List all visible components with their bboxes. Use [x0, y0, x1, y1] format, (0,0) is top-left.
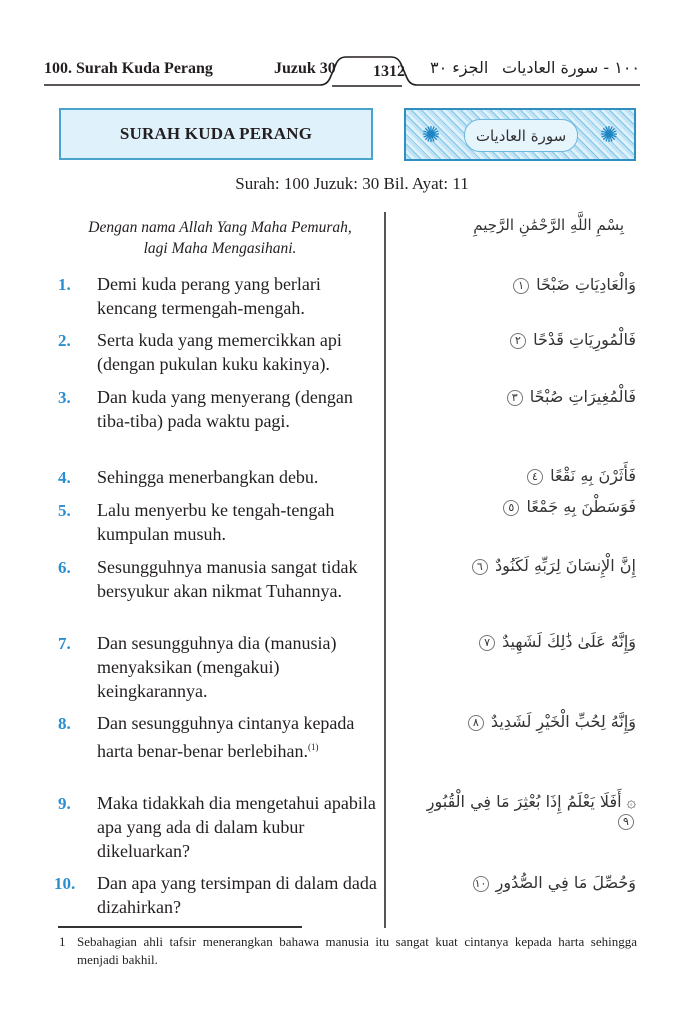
ayah-end-mark: ٦: [472, 559, 488, 575]
ayah-end-mark: ١٠: [473, 876, 489, 892]
header-juz-arabic: الجزء ٣٠: [430, 58, 489, 77]
verse-translation: Demi kuda perang yang berlari kencang termengah-mengah.: [97, 274, 321, 318]
ayah-end-mark: ٨: [468, 715, 484, 731]
ayah-end-mark: ٧: [479, 635, 495, 651]
verse-arabic: فَأَثَرْنَ بِهِ نَقْعًا ٤: [406, 466, 636, 485]
ornament-star-icon: ✺: [421, 122, 441, 147]
basmala-line-1: Dengan nama Allah Yang Maha Pemurah,: [88, 219, 352, 236]
verse-arabic: ۞ أَفَلَا يَعْلَمُ إِذَا بُعْثِرَ مَا فِي الْقُبُورِ ٩: [426, 792, 636, 828]
column-divider: [384, 212, 386, 928]
ayah-end-mark: ٣: [507, 390, 523, 406]
verse-arabic: وَإِنَّهُ لِحُبِّ الْخَيْرِ لَشَدِيدٌ ٨: [406, 712, 636, 731]
header-juz-label: Juzuk 30: [274, 60, 336, 77]
verse-number: 5.: [58, 501, 71, 520]
basmala-arabic: بِسْمِ اللَّهِ الرَّحْمَٰنِ الرَّحِيمِ: [473, 216, 624, 234]
surah-title: SURAH KUDA PERANG: [119, 124, 313, 143]
verse-translation: Sesungguhnya manusia sangat tidak bersyukur akan nikmat Tuhannya.: [97, 557, 358, 601]
basmala-line-2: lagi Maha Mengasihani.: [143, 240, 297, 257]
verse-translation: Sehingga menerbangkan debu.: [97, 467, 319, 487]
surah-title-box: [59, 108, 373, 160]
verse-arabic: إِنَّ الْإِنسَانَ لِرَبِّهِ لَكَنُودٌ ٦: [406, 556, 636, 575]
verse-translation: Serta kuda yang memercikkan api (dengan pukulan kuku kakinya).: [97, 330, 342, 374]
verse-translation: Dan sesungguhnya dia (manusia) menyaksikan (mengakui) keingkarannya.: [97, 633, 337, 701]
verse-arabic: وَإِنَّهُ عَلَىٰ ذَٰلِكَ لَشَهِيدٌ ٧: [406, 632, 636, 651]
footnote-number: 1: [59, 934, 66, 949]
verse-number: 9.: [58, 794, 71, 813]
verse-translation: Lalu menyerbu ke tengah-tengah kumpulan musuh.: [97, 500, 335, 544]
verse-arabic: فَوَسَطْنَ بِهِ جَمْعًا ٥: [406, 497, 636, 516]
verse-translation: Dan apa yang tersimpan di dalam dada dizahirkan?: [97, 873, 377, 917]
ayah-end-mark: ١: [513, 278, 529, 294]
footnote-ref[interactable]: (1): [308, 742, 319, 752]
footnote-text: Sebahagian ahli tafsir menerangkan bahawa manusia itu sangat kuat cintanya kepada harta sehingga menjadi bakhil.: [77, 934, 637, 967]
verse-translation: Maka tidakkah dia mengetahui apabila apa yang ada di dalam kubur dikeluarkan?: [97, 793, 376, 861]
ornament-star-icon: ✺: [599, 122, 619, 147]
verse-arabic: فَالْمُغِيرَاتِ صُبْحًا ٣: [406, 387, 636, 406]
verse-number: 7.: [58, 634, 71, 653]
verse-number: 3.: [58, 388, 71, 407]
page-number: 1312: [373, 63, 405, 80]
verse-arabic: وَالْعَادِيَاتِ ضَبْحًا ١: [406, 275, 636, 294]
header-surah-arabic: ١٠٠ - سورة العاديات: [501, 58, 640, 77]
basmala-translation: [70, 217, 370, 259]
verse-number: 8.: [58, 714, 71, 733]
ayah-end-mark: ٤: [527, 469, 543, 485]
verse-number: 2.: [58, 331, 71, 350]
verse-number: 10.: [54, 874, 76, 893]
verse-translation: Dan sesungguhnya cintanya kepada harta benar-benar berlebihan.$^{(1)}$: [97, 713, 355, 761]
verse-number: 6.: [58, 558, 71, 577]
verse-translation: Dan kuda yang menyerang (dengan tiba-tiba) pada waktu pagi.: [97, 387, 353, 431]
verse-number: 4.: [58, 468, 71, 487]
surah-meta: Surah: 100 Juzuk: 30 Bil. Ayat: 11: [235, 174, 469, 193]
ayah-end-mark: ٩: [618, 814, 634, 830]
verse-arabic: فَالْمُورِيَاتِ قَدْحًا ٢: [406, 330, 636, 349]
verse-number: 1.: [58, 275, 71, 294]
page-header: [44, 56, 640, 86]
ayah-end-mark: ٥: [503, 500, 519, 516]
footnote-separator: [58, 926, 302, 928]
surah-arabic-title: سورة العاديات: [464, 119, 578, 152]
verse-arabic: وَحُصِّلَ مَا فِي الصُّدُورِ ١٠: [406, 873, 636, 892]
header-surah-title: 100. Surah Kuda Perang: [44, 60, 213, 77]
surah-arabic-ornament: [404, 108, 636, 161]
ayah-end-mark: ٢: [510, 333, 526, 349]
